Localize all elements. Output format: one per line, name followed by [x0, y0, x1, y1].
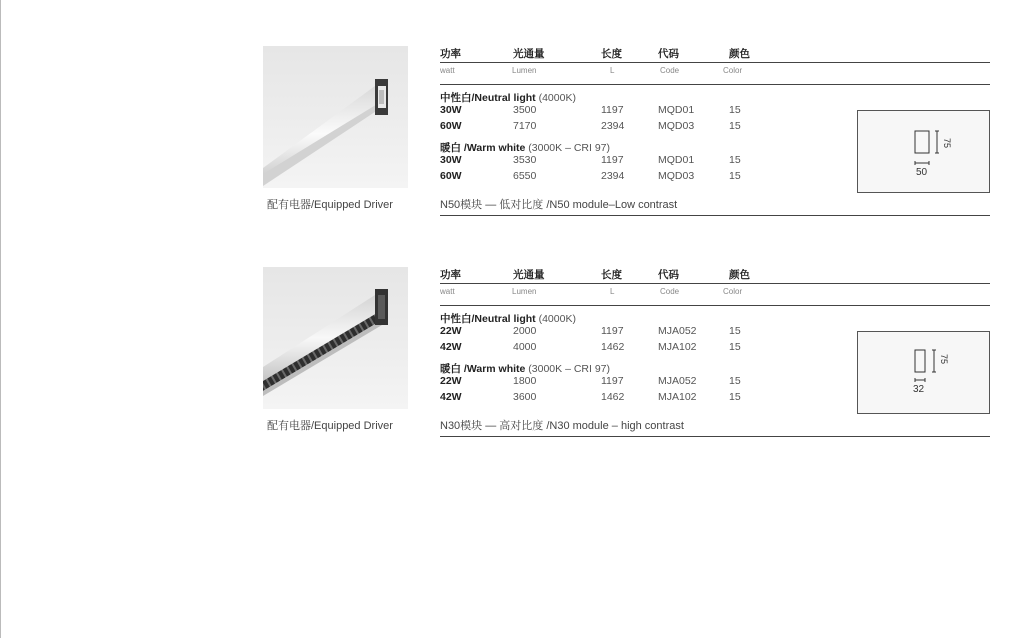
- cross-section-diagram: [857, 331, 990, 414]
- cell-code: MJA052: [658, 375, 697, 387]
- cell-lumen: 1800: [513, 375, 537, 387]
- cell-code: MJA102: [658, 391, 697, 403]
- cell-lumen: 7170: [513, 120, 537, 132]
- subheader-code: Code: [660, 287, 680, 296]
- cell-color: 15: [729, 154, 741, 166]
- cell-length: 1197: [601, 154, 624, 166]
- cell-power: 22W: [440, 325, 462, 337]
- product-caption: 配有电器/Equipped Driver: [267, 199, 393, 211]
- header-color: 颜色: [729, 48, 750, 60]
- cell-power: 30W: [440, 154, 462, 166]
- group-title-warm: [440, 140, 610, 155]
- cell-code: MJA102: [658, 341, 697, 353]
- cell-lumen: 4000: [513, 341, 537, 353]
- subheader-watt: watt: [440, 287, 455, 296]
- subheader-lumen: Lumen: [512, 66, 537, 75]
- module-footer: N30模块 — 高对比度 /N30 module – high contrast: [440, 420, 684, 432]
- dimension-drawing: [858, 332, 989, 413]
- header-color: 颜色: [729, 269, 750, 281]
- cell-power: 42W: [440, 391, 462, 403]
- product-block-n30: [0, 267, 1016, 467]
- subheader-watt: watt: [440, 66, 455, 75]
- group-note: (3000K – CRI 97): [528, 363, 611, 375]
- cell-lumen: 2000: [513, 325, 537, 337]
- header-lumen: 光通量: [513, 269, 545, 281]
- cell-color: 15: [729, 170, 741, 182]
- group-note: (3000K – CRI 97): [528, 142, 611, 154]
- cell-color: 15: [729, 391, 741, 403]
- height-label: 75: [939, 354, 949, 365]
- subheader-divider: [440, 305, 990, 306]
- product-photo-n30: [263, 267, 408, 409]
- subheader-color: Color: [723, 287, 743, 296]
- dimension-drawing: [858, 111, 989, 192]
- subheader-lumen: Lumen: [512, 287, 537, 296]
- cell-code: MQD03: [658, 120, 695, 132]
- cell-lumen: 6550: [513, 170, 537, 182]
- cell-length: 1197: [601, 325, 624, 337]
- subheader-color: Color: [723, 66, 743, 75]
- group-name: 中性白/Neutral light: [440, 313, 536, 325]
- linear-light-profile-image: [263, 46, 408, 188]
- cell-code: MJA052: [658, 325, 697, 337]
- header-code: 代码: [658, 48, 679, 60]
- cell-color: 15: [729, 375, 741, 387]
- cross-section-diagram: [857, 110, 990, 193]
- cell-lumen: 3500: [513, 104, 537, 116]
- subheader-code: Code: [660, 66, 680, 75]
- group-title-neutral: [440, 90, 576, 105]
- subheader-l: L: [610, 66, 615, 75]
- cell-power: 22W: [440, 375, 462, 387]
- linear-light-profile-image: [263, 267, 408, 409]
- subheader-l: L: [610, 287, 615, 296]
- product-block-n50: [0, 46, 1016, 246]
- cell-length: 1197: [601, 104, 624, 116]
- cell-code: MQD01: [658, 104, 695, 116]
- group-title-neutral: [440, 311, 576, 326]
- cell-code: MQD01: [658, 154, 695, 166]
- product-caption: 配有电器/Equipped Driver: [267, 420, 393, 432]
- header-lumen: 光通量: [513, 48, 545, 60]
- cell-length: 1462: [601, 341, 625, 353]
- cell-color: 15: [729, 120, 741, 132]
- cell-color: 15: [729, 104, 741, 116]
- group-name: 暖白 /Warm white: [440, 142, 526, 154]
- cell-power: 60W: [440, 170, 462, 182]
- group-note: (4000K): [538, 92, 576, 104]
- group-name: 暖白 /Warm white: [440, 363, 526, 375]
- cell-power: 60W: [440, 120, 462, 132]
- cell-length: 1462: [601, 391, 625, 403]
- cell-power: 42W: [440, 341, 462, 353]
- cell-power: 30W: [440, 104, 462, 116]
- footer-divider: [440, 436, 990, 437]
- cell-code: MQD03: [658, 170, 695, 182]
- cell-length: 2394: [601, 120, 625, 132]
- module-footer: N50模块 — 低对比度 /N50 module–Low contrast: [440, 199, 678, 211]
- header-divider: [440, 62, 990, 63]
- cell-color: 15: [729, 341, 741, 353]
- subheader-divider: [440, 84, 990, 85]
- cell-lumen: 3600: [513, 391, 537, 403]
- width-label: 50: [916, 167, 928, 178]
- cell-length: 2394: [601, 170, 625, 182]
- header-length: 长度: [601, 48, 622, 60]
- header-code: 代码: [658, 269, 679, 281]
- cell-length: 1197: [601, 375, 624, 387]
- cell-lumen: 3530: [513, 154, 537, 166]
- footer-divider: [440, 215, 990, 216]
- header-power: 功率: [440, 269, 461, 281]
- header-power: 功率: [440, 48, 461, 60]
- height-label: 75: [942, 138, 952, 149]
- group-name: 中性白/Neutral light: [440, 92, 536, 104]
- group-title-warm: [440, 361, 610, 376]
- product-photo-n50: [263, 46, 408, 188]
- header-divider: [440, 283, 990, 284]
- width-label: 32: [913, 384, 925, 395]
- header-length: 长度: [601, 269, 622, 281]
- group-note: (4000K): [538, 313, 576, 325]
- cell-color: 15: [729, 325, 741, 337]
